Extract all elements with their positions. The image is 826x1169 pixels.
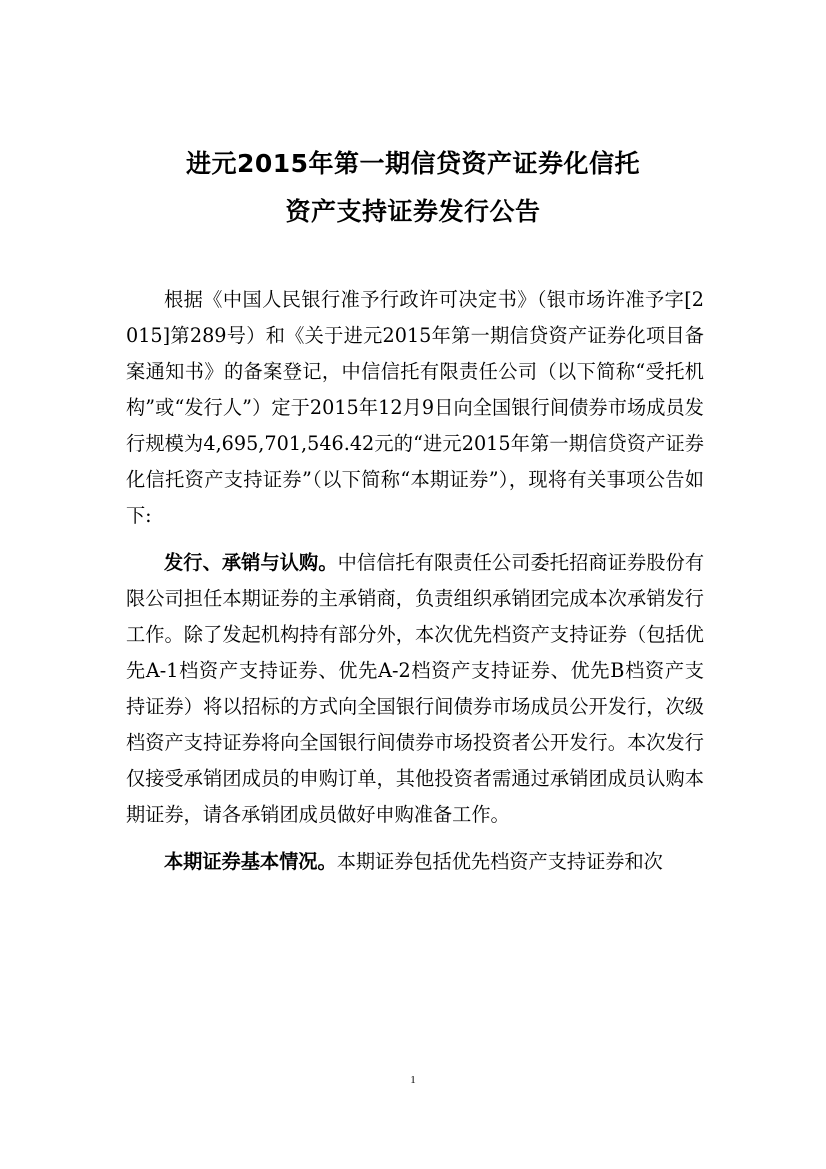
paragraph-intro-text: 根据《中国人民银行准予行政许可决定书》（银市场许准予字[2015]第289号）和《关于进元2015年第一期信贷资产证券化项目备案通知书》的备案登记，中信信托有限责任公司（以下简称“受托机构”或“发行人”）定于2015年12月9日向全国银行间债券市场成员发行规模为4,695,701,546.42元的“进元2015年第一期信贷资产证券化信托资产支持证券”（以下简称“本期证券”），现将有关事项公告如下:: [126, 288, 704, 527]
title-line-1: 进元2015年第一期信贷资产证券化信托: [185, 149, 641, 178]
paragraph-basic-info: [126, 844, 704, 880]
title-line-2: 资产支持证券发行公告: [285, 197, 541, 226]
paragraph-intro: [126, 282, 704, 534]
paragraph-basic-info-heading: 本期证券基本情况。: [164, 850, 337, 873]
document-body: [126, 282, 704, 891]
paragraph-issuance: [126, 545, 704, 833]
paragraph-basic-info-text: 本期证券包括优先档资产支持证券和次: [336, 850, 663, 873]
page-number: 1: [410, 1074, 416, 1086]
paragraph-issuance-heading: 发行、承销与认购。: [164, 551, 338, 574]
paragraph-issuance-text: 中信信托有限责任公司委托招商证券股份有限公司担任本期证券的主承销商，负责组织承销团完成本次承销发行工作。除了发起机构持有部分外，本次优先档资产支持证券（包括优先A-1档资产支持证券、优先A-2档资产支持证券、优先B档资产支持证券）将以招标的方式向全国银行间债券市场成员公开发行，次级档资产支持证券将向全国银行间债券市场投资者公开发行。本次发行仅接受承销团成员的申购订单，其他投资者需通过承销团成员认购本期证券，请各承销团成员做好申购准备工作。: [126, 551, 705, 826]
document-title: [0, 140, 826, 236]
